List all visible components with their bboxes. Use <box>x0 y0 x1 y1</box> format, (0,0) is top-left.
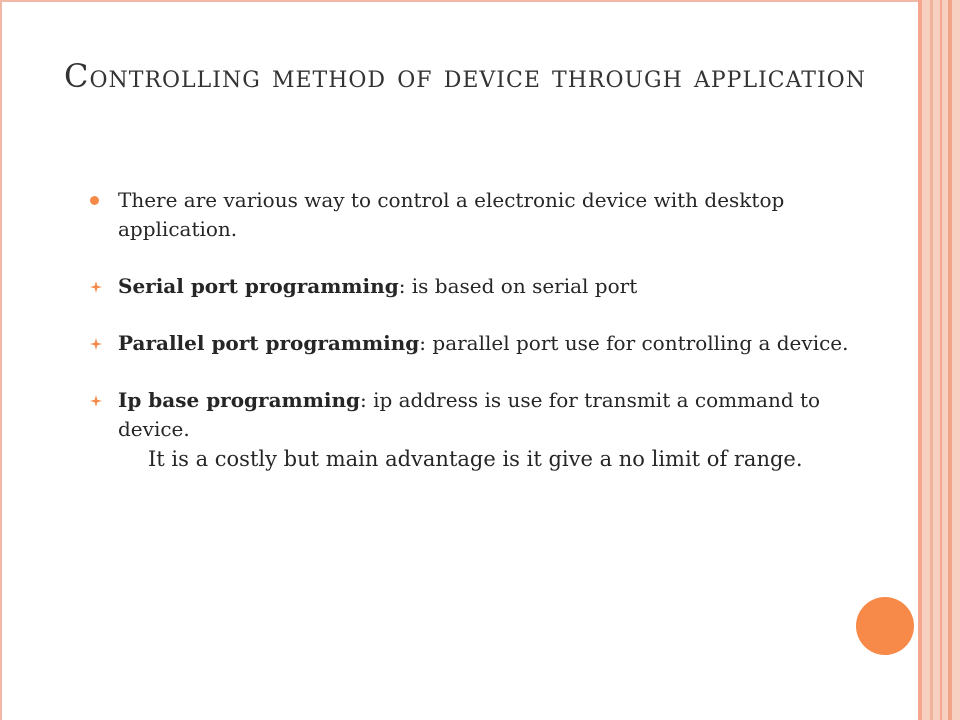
method-term: Parallel port programming <box>118 331 420 355</box>
decorative-stripes <box>918 0 960 720</box>
slide-title: Controlling method of device through application <box>64 57 866 95</box>
diamond-bullet-icon <box>90 395 102 407</box>
method-desc: : is based on serial port <box>398 274 638 298</box>
bullet-intro <box>90 186 870 244</box>
decorative-circle <box>856 597 914 655</box>
method-desc: : parallel port use for controlling a device. <box>419 331 849 355</box>
note-paragraph <box>90 444 870 474</box>
stripe <box>948 0 952 720</box>
slide-content <box>90 186 870 474</box>
bullet-serial <box>90 272 870 301</box>
bullet-dot-icon <box>90 196 99 205</box>
bullet-parallel <box>90 329 870 358</box>
method-term: Serial port programming <box>118 274 399 298</box>
stripe <box>930 0 933 720</box>
note-text: It is a costly but main advantage is it give a no limit of range. <box>148 447 803 471</box>
diamond-bullet-icon <box>90 281 102 293</box>
diamond-bullet-icon <box>90 338 102 350</box>
method-term: Ip base programming <box>118 388 360 412</box>
method-desc: : ip address is use for transmit a command to device. <box>118 388 821 441</box>
bullet-ip <box>90 386 870 444</box>
stripe <box>918 0 922 720</box>
intro-text: There are various way to control a electronic device with desktop application. <box>118 188 785 241</box>
stripe <box>940 0 942 720</box>
